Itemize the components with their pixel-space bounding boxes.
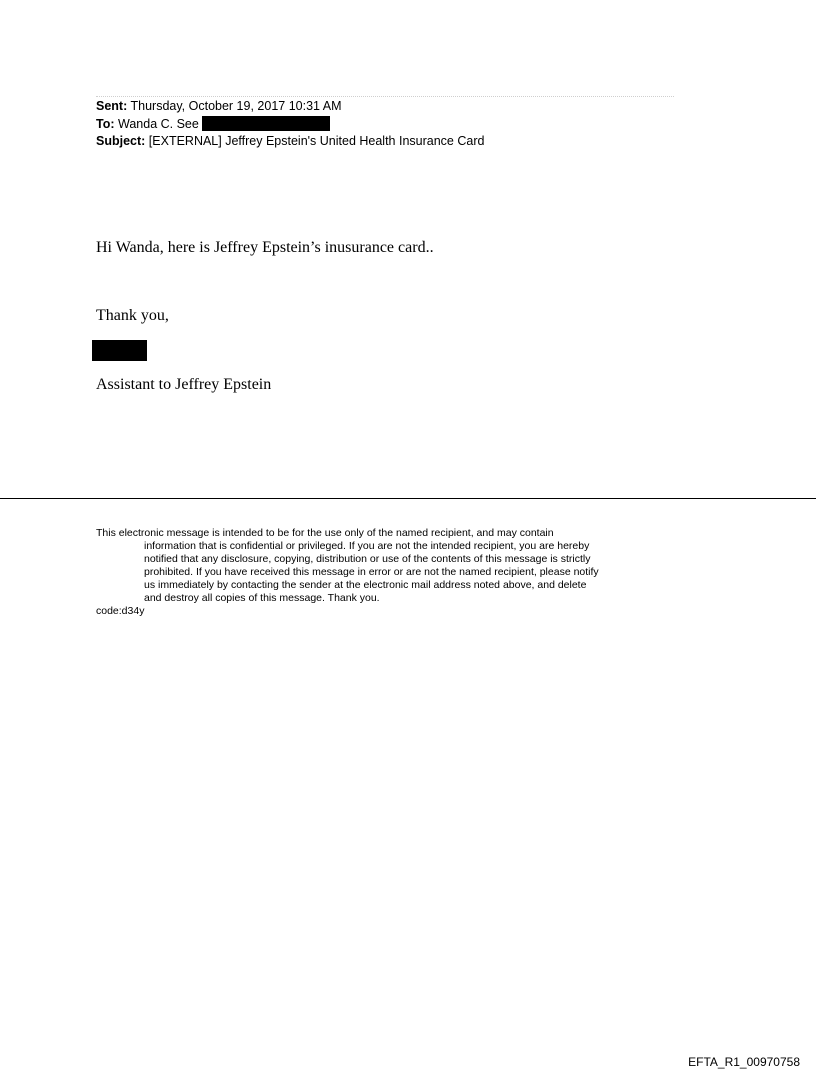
sent-line — [96, 98, 484, 116]
disclaimer-divider — [0, 498, 816, 499]
signature-redaction — [92, 340, 147, 361]
disclaimer-line: us immediately by contacting the sender at the electronic mail address noted above, and delete — [144, 579, 587, 591]
disclaimer-block — [96, 527, 686, 618]
subject-label: Subject: — [96, 134, 146, 148]
signature-title: Assistant to Jeffrey Epstein — [96, 376, 272, 393]
closing-text: Thank you, — [96, 307, 169, 324]
disclaimer-line: This electronic message is intended to be for the use only of the named recipient, and may contain — [96, 527, 554, 539]
email-header — [96, 98, 484, 151]
header-separator — [96, 96, 674, 97]
redaction-block — [202, 116, 330, 131]
sent-label: Sent: — [96, 99, 128, 113]
greeting-text: Hi Wanda, here is Jeffrey Epstein’s inusurance card.. — [96, 239, 434, 256]
sent-value: Thursday, October 19, 2017 10:31 AM — [130, 99, 342, 113]
to-label: To: — [96, 116, 115, 131]
disclaimer-line: notified that any disclosure, copying, distribution or use of the contents of this message is strictly — [144, 553, 591, 565]
disclaimer-line: prohibited. If you have received this message in error or are not the named recipient, please notify — [144, 566, 599, 578]
subject-value: [EXTERNAL] Jeffrey Epstein's United Health Insurance Card — [148, 134, 485, 148]
to-line — [96, 116, 484, 134]
bates-number: EFTA_R1_00970758 — [688, 1055, 800, 1069]
disclaimer-line: and destroy all copies of this message. Thank you. — [144, 592, 380, 604]
to-value: Wanda C. See — [118, 116, 199, 131]
disclaimer-text — [96, 527, 686, 605]
disclaimer-line: information that is confidential or privileged. If you are not the intended recipient, you are hereby — [144, 540, 590, 552]
subject-line — [96, 133, 484, 151]
disclaimer-code: code:d34y — [96, 605, 145, 617]
